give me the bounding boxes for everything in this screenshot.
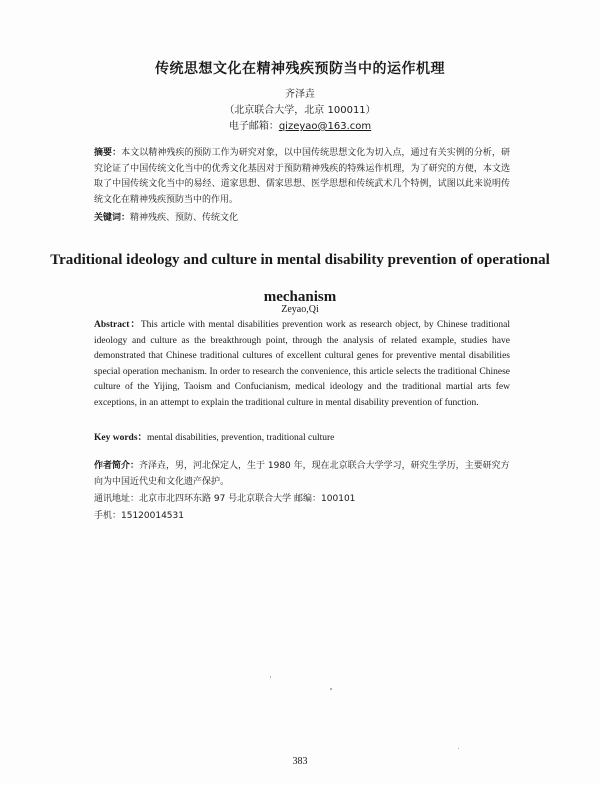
chinese-keywords-label: 关键词： [94,213,131,223]
chinese-affiliation: （北京联合大学，北京 100011） [224,105,376,116]
author-address: 通讯地址：北京市北四环东路 97 号北京联合大学 邮编：100101 [94,494,356,504]
english-abstract [94,318,510,412]
author-phone: 手机：15120014531 [94,511,184,521]
english-keywords-label: Key words： [94,433,148,443]
chinese-author: 齐泽垚 [285,89,315,100]
author-bio [94,458,514,490]
chinese-keywords-text: 精神残疾、预防、传统文化 [130,213,239,223]
english-keywords [94,429,510,443]
scan-speck [458,748,459,749]
email-address: qizeyao@163.com [278,121,372,132]
english-keywords-text: mental disabilities, prevention, traditional culture [147,433,335,443]
chinese-title: 传统思想文化在精神残疾预防当中的运作机理 [155,61,445,77]
chinese-abstract [94,146,510,208]
email-label: 电子邮箱： [228,121,279,132]
english-title: Traditional ideology and culture in mental disability prevention of operational mechanism [50,252,550,305]
english-abstract-label: Abstract： [94,320,141,330]
author-bio-text: 齐泽垚，男，河北保定人，生于 1980 年，现在北京联合大学学习，研究生学历，主要研究方向为中国近代史和文化遗产保护。 [94,461,510,487]
english-author: Zeyao,Qi [281,304,319,315]
chinese-abstract-text: 本文以精神残疾的预防工作为研究对象，以中国传统思想文化为切入点，通过有关实例的分析，研究论证了中国传统文化当中的优秀文化基因对于预防精神残疾的特殊运作机理，为了研究的方便，本文选取了中国传统文化当中的易经、道家思想、儒家思想、医学思想和传统武术几个特例，试图以此来说明传统文化在精神残疾预防当中的作用。 [94,148,510,205]
chinese-abstract-label: 摘要： [94,148,122,158]
scan-speck [330,688,332,690]
chinese-keywords [94,210,510,223]
author-bio-label: 作者简介： [94,461,140,471]
scan-speck [270,676,271,678]
chinese-email-line [0,117,600,132]
page-number: 383 [292,756,308,767]
english-abstract-text: This article with mental disabilities prevention work as research object, by Chinese traditional ideology and culture as the breakthrough point, through the analysis of related example, studies have demonstrated that Chinese traditional cultures of excellent cultural genes for preventive mental disabilities special operation mechanism. In order to research the convenience, this article selects the traditional Chinese culture of the Yijing, Taoism and Confucianism, medical ideology and the traditional martial arts few exceptions, in an attempt to explain the traditional culture in mental disability prevention of function. [94,320,510,408]
